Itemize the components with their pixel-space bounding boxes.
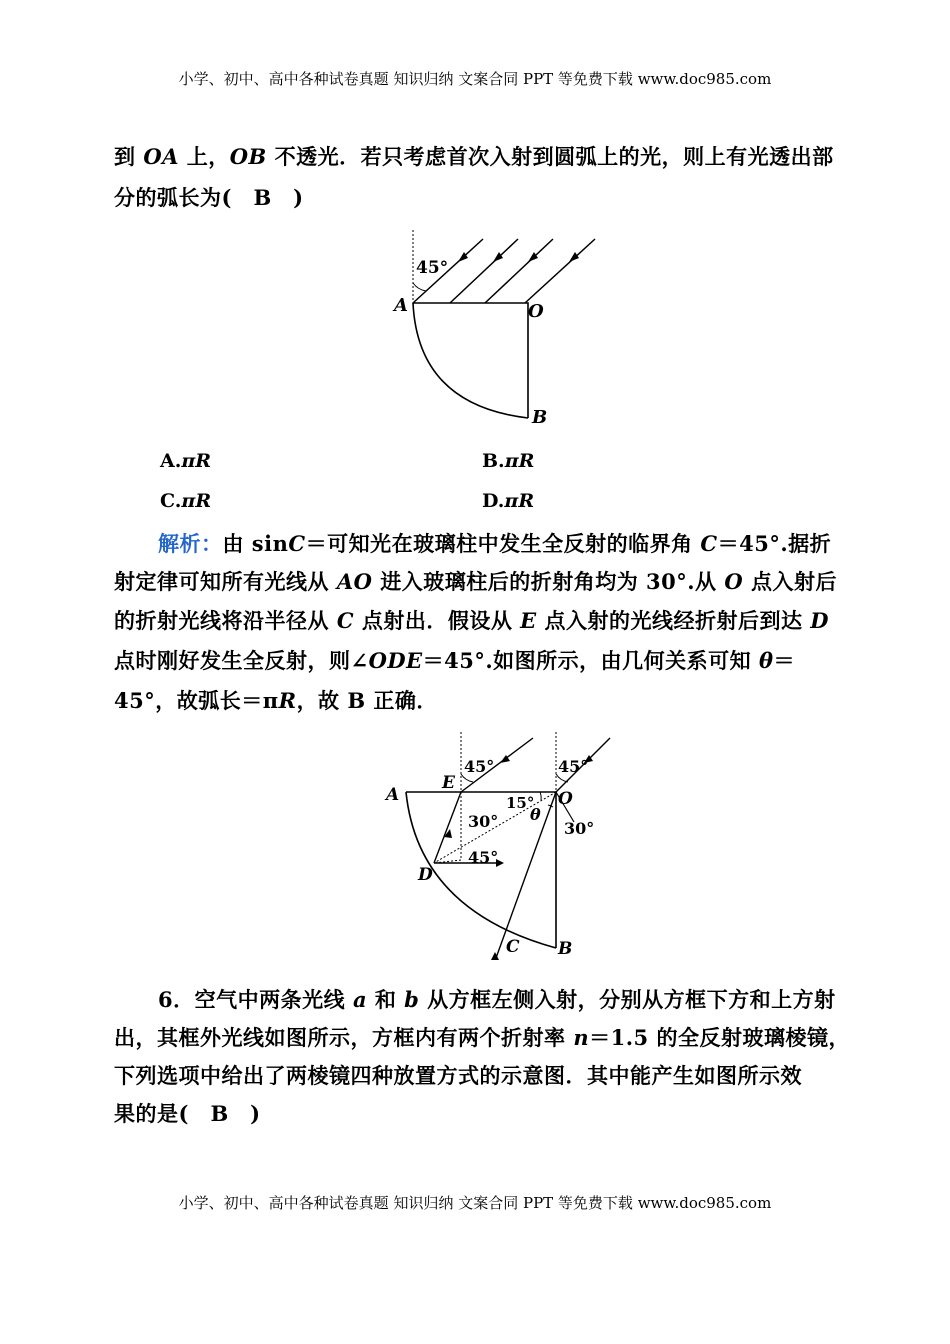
label-45-left: 45° xyxy=(464,757,495,776)
label-o: O xyxy=(558,789,573,809)
option-d[interactable]: D.πR xyxy=(482,490,535,512)
option-c[interactable]: C.πR xyxy=(160,490,212,512)
angle-label-45: 45° xyxy=(416,258,449,278)
page-footer: 小学、初中、高中各种试卷真题 知识归纳 文案合同 PPT 等免费下载 www.doc985.com xyxy=(178,1194,772,1212)
analysis-line-1: 解析：由 sinC＝可知光在玻璃柱中发生全反射的临界角 C＝45°.据折 xyxy=(158,531,832,556)
figure-semicircle-prism xyxy=(380,225,620,435)
label-45-d: 45° xyxy=(468,848,499,867)
label-30-right: 30° xyxy=(564,819,595,838)
analysis-line-3: 的折射光线将沿半径从 C 点射出．假设从 E 点入射的光线经折射后到达 D xyxy=(114,608,830,633)
q6-answer: B xyxy=(210,1101,229,1126)
answer-b: B xyxy=(253,185,272,210)
page-header: 小学、初中、高中各种试卷真题 知识归纳 文案合同 PPT 等免费下载 www.doc985.com xyxy=(178,70,772,88)
figure-analysis-diagram xyxy=(378,730,618,965)
analysis-line-4: 点时刚好发生全反射，则∠ODE＝45°.如图所示，由几何关系可知 θ＝ xyxy=(114,648,795,673)
point-label-o: O xyxy=(528,301,544,322)
label-d: D xyxy=(418,865,433,885)
label-theta: θ xyxy=(530,805,541,824)
option-b[interactable]: B.πR xyxy=(482,450,535,472)
option-a[interactable]: A.πR xyxy=(160,450,212,472)
analysis-line-2: 射定律可知所有光线从 AO 进入玻璃柱后的折射角均为 30°.从 O 点入射后 xyxy=(114,569,837,594)
label-c: C xyxy=(506,937,520,957)
label-15: 15° xyxy=(506,794,535,812)
point-label-a: A xyxy=(394,295,408,316)
label-30-left: 30° xyxy=(468,812,499,831)
label-b: B xyxy=(558,939,573,959)
q6-line-3: 下列选项中给出了两棱镜四种放置方式的示意图．其中能产生如图所示效 xyxy=(114,1063,802,1088)
q6-line-2: 出，其框外光线如图所示，方框内有两个折射率 n＝1.5 的全反射玻璃棱镜， xyxy=(114,1025,850,1050)
q5-line-1: 到 OA 上，OB 不透光．若只考虑首次入射到圆弧上的光，则上有光透出部 xyxy=(114,144,834,169)
point-label-b: B xyxy=(532,407,548,428)
analysis-label: 解析： xyxy=(158,531,223,556)
q6-line-4: 果的是( B ) xyxy=(114,1101,261,1126)
q5-line-2: 分的弧长为( B ) xyxy=(114,185,304,210)
analysis-line-5: 45°，故弧长＝πR，故 B 正确． xyxy=(114,688,438,713)
label-e: E xyxy=(442,773,455,793)
label-a: A xyxy=(386,785,400,805)
q6-line-1: 6．空气中两条光线 a 和 b 从方框左侧入射，分别从方框下方和上方射 xyxy=(158,987,836,1012)
label-45-right: 45° xyxy=(558,757,589,776)
